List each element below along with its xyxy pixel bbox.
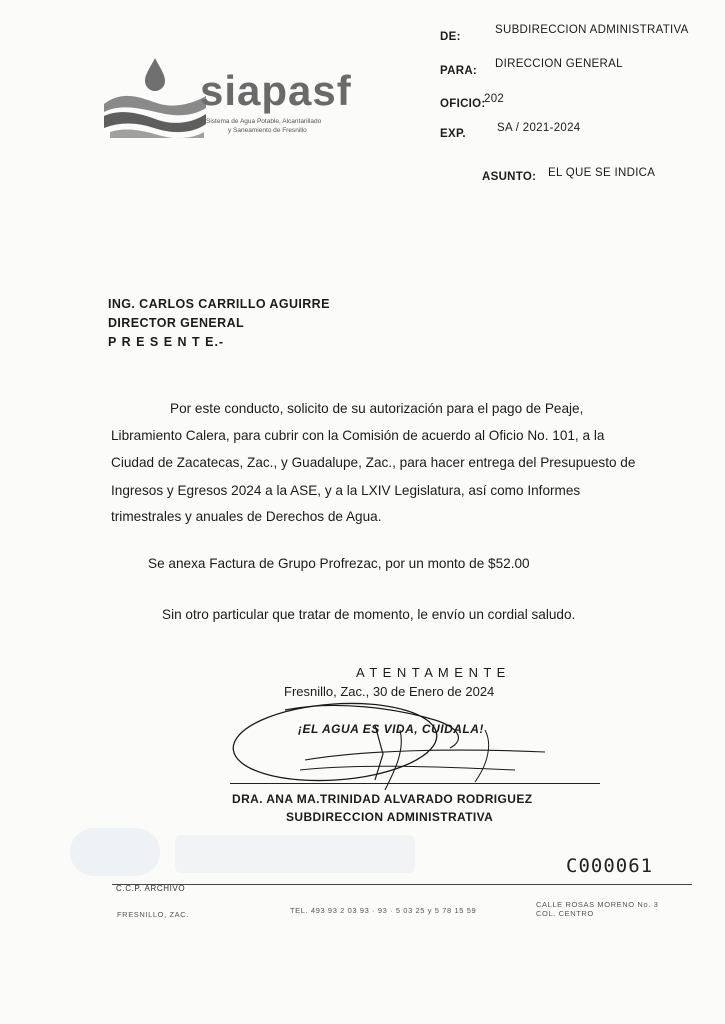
from-label: DE: — [440, 31, 461, 43]
addressee-title: DIRECTOR GENERAL — [108, 316, 245, 330]
asunto-value: EL QUE SE INDICA — [548, 167, 656, 179]
footer-address-1: CALLE ROSAS MORENO No. 3 — [536, 900, 659, 909]
to-value: DIRECCION GENERAL — [495, 58, 623, 70]
water-drop-icon — [100, 52, 210, 142]
faded-watermark — [70, 828, 160, 876]
stamp-number: C000061 — [566, 855, 654, 877]
to-label: PARA: — [440, 65, 478, 77]
addressee-greeting: P R E S E N T E.- — [108, 335, 225, 349]
addressee-name: ING. CARLOS CARRILLO AGUIRRE — [108, 297, 330, 311]
body-line-1: Por este conducto, solicito de su autorización para el pago de Peaje, — [170, 401, 584, 416]
logo-subtitle-1: Sistema de Agua Potable, Alcantarillado — [206, 118, 322, 125]
faded-watermark-text — [175, 835, 415, 873]
body-line-4: Ingresos y Egresos 2024 a la ASE, y a la LXIV Legislatura, así como Informes — [111, 483, 581, 498]
from-value: SUBDIRECCION ADMINISTRATIVA — [495, 24, 689, 36]
body-line-2: Libramiento Calera, para cubrir con la Comisión de acuerdo al Oficio No. 101, a la — [111, 428, 605, 443]
footer-city: FRESNILLO, ZAC. — [117, 910, 189, 919]
signer-title: SUBDIRECCION ADMINISTRATIVA — [286, 810, 494, 824]
body-farewell: Sin otro particular que tratar de momento, le envío un cordial saludo. — [162, 607, 576, 622]
signature-line — [230, 783, 600, 784]
footer-line — [112, 884, 692, 885]
body-annex: Se anexa Factura de Grupo Profrezac, por un monto de $52.00 — [148, 556, 530, 571]
oficio-label: OFICIO: — [440, 98, 486, 110]
footer-address-2: COL. CENTRO — [536, 909, 594, 918]
footer-phone: TEL. 493 93 2 03 93 · 93 · 5 03 25 y 5 78 15 59 — [290, 906, 477, 915]
body-line-5: trimestrales y anuales de Derechos de Agua. — [111, 509, 382, 524]
exp-label: EXP. — [440, 128, 466, 140]
body-line-3: Ciudad de Zacatecas, Zac., y Guadalupe, Zac., para hacer entrega del Presupuesto de — [111, 455, 636, 470]
logo-emblem — [100, 52, 210, 142]
logo-wordmark: siapasf — [200, 67, 352, 114]
logo-subtitle-2: y Saneamiento de Fresnillo — [228, 127, 307, 134]
oficio-value: 202 — [484, 93, 505, 105]
asunto-label: ASUNTO: — [482, 171, 537, 183]
footer-ccp: C.C.P. ARCHIVO — [116, 884, 186, 893]
closing-atentamente: A T E N T A M E N T E — [356, 665, 507, 680]
exp-value: SA / 2021-2024 — [497, 122, 581, 134]
closing-slogan: ¡EL AGUA ES VIDA, CUIDALA! — [298, 722, 484, 736]
signer-name: DRA. ANA MA.TRINIDAD ALVARADO RODRIGUEZ — [232, 792, 533, 806]
closing-place-date: Fresnillo, Zac., 30 de Enero de 2024 — [284, 684, 495, 699]
